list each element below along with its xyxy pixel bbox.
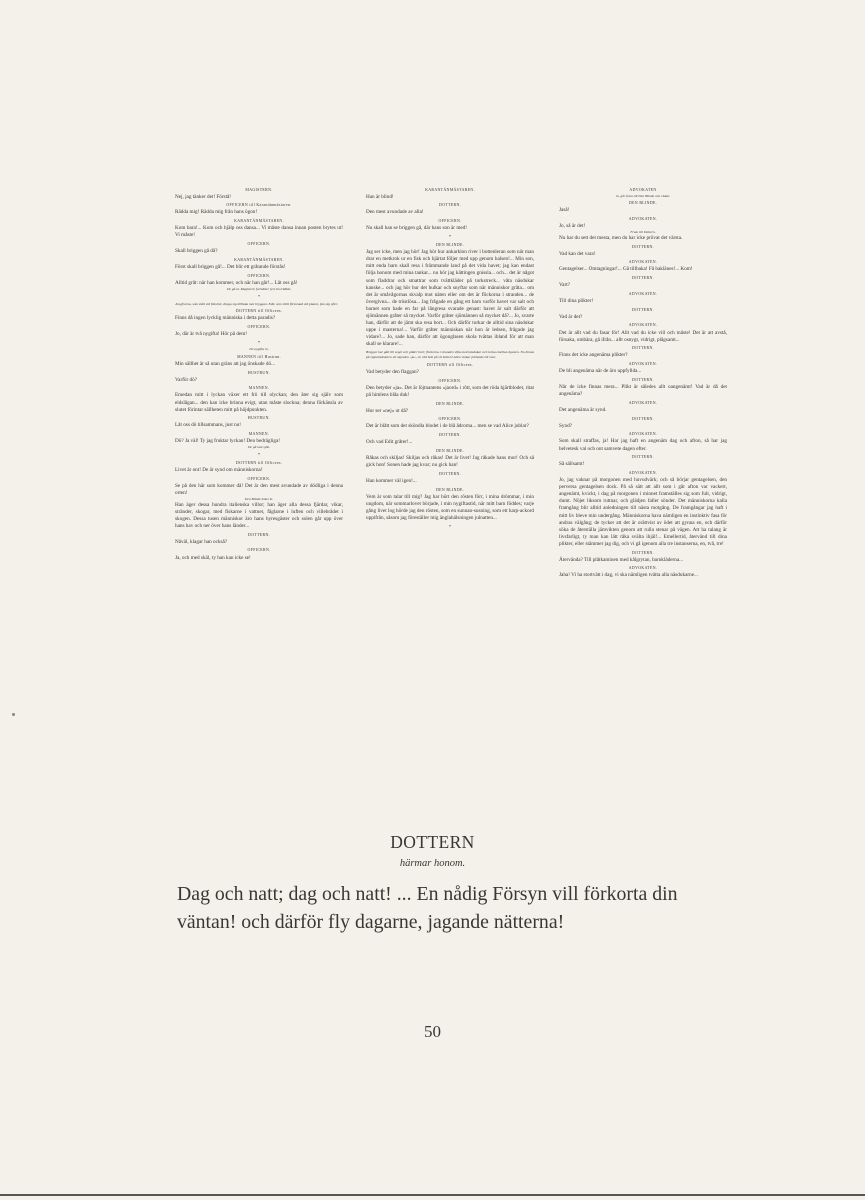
speaker-label: ADVOKATEN xyxy=(629,187,657,192)
speaker-label: MANNEN till Hustrun. xyxy=(237,354,281,359)
dialogue-paragraph: Först skall briggen gå!... Det blir ett gråtande förstås! xyxy=(175,263,286,270)
dialogue-paragraph: Vad är det? xyxy=(559,313,583,320)
speaker-label: DOTTERN. xyxy=(632,276,654,281)
speaker-label: DOTTERN till Officern. xyxy=(235,460,283,465)
text-column-2 xyxy=(366,185,534,531)
speaker-label: DEN BLINDE. xyxy=(435,487,465,492)
speaker-label: OFFICERN. xyxy=(438,219,462,224)
dialogue-paragraph: Vad kan det vara! xyxy=(559,250,596,257)
stage-direction: Fram till Dottern. xyxy=(630,230,656,235)
dialogue-paragraph: Och vad Edit gråter!... xyxy=(366,439,413,446)
text-column-3 xyxy=(559,185,727,580)
speaker-label: KARANTÄNMÄSTAREN. xyxy=(234,257,284,262)
speaker-label: DOTTERN till Officern. xyxy=(235,309,283,314)
speaker-label: DOTTERN. xyxy=(632,377,654,382)
speaker-label: MANNEN. xyxy=(248,386,270,391)
dialogue-paragraph: Alltid gråt: när han kommer, och när han går!... Låt oss gå! xyxy=(175,279,298,286)
dialogue-paragraph: Jo, jag vaknar på morgonen med huvudvärk; och så börjar gentagelsen, den perversa gentagelsen dock. På så sätt att allt som i går afton var vackert, angenämt, kvickt, i dag på morgonen i minnet framställes sig som fult, vidrigt, dumt. Nöjet liksom ruttnar, och glädjen faller sönder. Det människorna kalla framgång blir alltid anledningen till nästa motgång. De framgångar jag haft i mitt liv bleve min undergång. Människorna hava nämligen en instinktiv fasa för andras välgång; de tycker att det är orättvist av ödet att gynna en, och därför söka de återställa jämvikten genom att rulla stenar på vägen. Att ha talang är livsfarligt, ty man kan lätt råka svälta ihjäl!... Emellertid, återvänd till dina plikter, eller stämmer jag dig, och vi gå igenom alla tre instanserna, en, två, tre! xyxy=(559,477,727,547)
dialogue-paragraph: Det är blått som det sköndla blodet i de blå ådrorna... men se vad Alice jublar? xyxy=(366,423,529,430)
speaker-label: DOTTERN. xyxy=(632,550,654,555)
speaker-label: OFFICERN. xyxy=(247,273,271,278)
speaker-label: ADVOKATEN. xyxy=(628,566,658,571)
dialogue-paragraph: Hur ser »nej« ut då? xyxy=(366,407,409,414)
speaker-label: DOTTERN till Officern. xyxy=(426,362,474,367)
speaker-label: DOTTERN. xyxy=(248,532,270,537)
dialogue-paragraph: Ja, och med skäl, ty han kan icke se! xyxy=(175,554,251,561)
dialogue-paragraph: Jaså! xyxy=(559,207,570,214)
speaker-label: ADVOKATEN. xyxy=(628,470,658,475)
speaker-label: HUSTRUN. xyxy=(247,416,271,421)
dialogue-paragraph: Det angenäma är synd. xyxy=(559,406,607,413)
dialogue-paragraph: Låt oss dö tillsammans, just nu! xyxy=(175,422,241,429)
speaker-label: DOTTERN. xyxy=(632,455,654,460)
bottom-edge-rule xyxy=(0,1194,865,1196)
dialogue-paragraph: Min sällhet är så utan gräns att jag önskade dö... xyxy=(175,360,275,367)
paper-speck xyxy=(12,713,15,716)
dialogue-paragraph: Jaha! Vi ha stortvätt i dag, vi ska nämligen tvätta alla näsdukarne... xyxy=(559,572,698,579)
dialogue-paragraph: Han är blind! xyxy=(366,193,394,200)
dialogue-paragraph: Finns det icke angenäma plikter? xyxy=(559,352,628,359)
speaker-label: DEN BLINDE. xyxy=(435,448,465,453)
dialogue-paragraph: Se på den här som kommer då! Det är den mest avundade av dödliga i denna orten! xyxy=(175,482,343,496)
section-separator: * xyxy=(257,452,261,458)
speaker-label: DEN BLINDE. xyxy=(435,243,465,248)
dialogue-paragraph: Jo, så är det! xyxy=(559,222,586,229)
dialogue-paragraph: Varför dö? xyxy=(175,376,198,383)
dialogue-paragraph: Till dina plikter! xyxy=(559,297,594,304)
speaker-label: DOTTERN. xyxy=(439,471,461,476)
dialogue-paragraph: Nu har du sett det mesta, men du har icke prövat det värsta. xyxy=(559,234,683,241)
dialogue-paragraph: Nu skall han se briggen gå, där hans son är med! xyxy=(366,225,467,232)
dialogue-paragraph: Synd? xyxy=(559,422,572,429)
stage-direction: De gå mot sjön. xyxy=(247,445,271,450)
speaker-label: ADVOKATEN. xyxy=(628,216,658,221)
dialogue-paragraph: Nej, jag tänker det! Förstå! xyxy=(175,193,232,200)
footer-dialogue-line: Dag och natt; dag och natt! ... En nådig Försyn vill förkorta din väntan! och därför fly dagarne, jagande nätterna! xyxy=(177,883,678,933)
stage-direction: De gå ut. Magistern fortsätter tyst sin träkläs. xyxy=(226,286,292,291)
dialogue-paragraph: Emedan mitt i lyckan växer ett frö till olyckan; den äter sig själv som eldslågan... den kan icke brinna evigt, utan måste slockna; denna förkänsla av slutet förintar sällheten mitt på höjdpunkten. xyxy=(175,392,343,413)
speaker-label: OFFICERN. xyxy=(247,548,271,553)
dialogue-paragraph: Nåväl, klagar han också? xyxy=(175,538,228,545)
speaker-label: KARANTÄNMÄSTAREN. xyxy=(234,219,284,224)
speaker-label: DOTTERN. xyxy=(439,433,461,438)
speaker-label: DEN BLINDE. xyxy=(435,401,465,406)
dialogue-paragraph: Han äger dessa hundra italienska villor; han äger alla dessa fjärdar, vikar, stränder, skogar, med fiskarne i vattnet, fåglarne i luften och villebrådet i skogen. Dessa tusen människor äro hans hyresgäster och solen går upp över hans hav och ner över hans länder... xyxy=(175,501,343,529)
dialogue-paragraph: Det är allt vad du fasar för! Allt vad du icke vill och måste! Det är att avstå, försaka, umbära, gå ifrån... allt osnygt, vidrigt, plågsamt... xyxy=(559,329,727,343)
dialogue-paragraph: Dö? Ja väl! Ty jag fruktar lyckan! Den bedrägliga! xyxy=(175,438,280,445)
dialogue-paragraph: Återvända? Till plåtkaminen med kålgrytan, barnkläderna... xyxy=(559,556,684,563)
dialogue-paragraph: Vart? xyxy=(559,282,570,289)
dialogue-paragraph: Han kommer väl igen!... xyxy=(366,477,417,484)
speaker-label: DOTTERN. xyxy=(632,307,654,312)
dialogue-paragraph: Livet är ont! De är synd om människorna! xyxy=(175,466,263,473)
dialogue-paragraph: Finns då ingen lycklig människa i detta paradis? xyxy=(175,315,276,322)
speaker-label: ADVOKATEN. xyxy=(628,400,658,405)
dialogue-paragraph: Jag ser icke, men jag hör! Jag hör hur ankarklon river i bottenleran som när man drar en metkrok ur en fisk och hjärtat följer med upp genom halsen!... Min son, mitt enda barn skall resa i främmande land på det vida havet; jag kan endast följa honom med mina tankar... nu hör jag kättingen gnissla... och... det är något som fladdrar och smattrar som tvättkläder på torkstreck... våta näsdukar kanske... och jag hör hur det hulkar och snyftar som när människor gråta... om det är småvågornas skvalp mot näten eller om det är flickorna i stranden... de övergivna... de tröstlösa... Jag frågade en gång ett barn varför havet var salt och barnet som hade en far på långresa svarade genast: havet är salt därför att sjömännen gråter så mycket. Varför gråter sjömännen så mycket då?... Jo, svarte han, därför att de jämt ska resa bort... Och därför torkar de alltid sina näsdukar uppe i masterna!... Varför gråter människan när hon är ledsen, frågade jag vidare?... Jo, sade han, därför att ögonglasen skola tvättas ibland för att man skall se klarare!... xyxy=(366,249,534,348)
stage-direction: in, går fram till Den Blinde och viskar. xyxy=(615,193,671,198)
speaker-label: DOTTERN. xyxy=(632,346,654,351)
speaker-label: MANNEN. xyxy=(248,432,270,437)
stage-direction: Jungfrorna, som stått vid fönstret, draga sig tillbaka mot bryggan. Edit, som sittit försumad vid pianot, ljus oig efter. xyxy=(175,301,338,306)
dialogue-paragraph: Råkas och skiljas! Skiljas och råkas! Det är livet! Jag råkade hans mor! Och så gick hon! Sonen hade jag kvar; nu gick han! xyxy=(366,454,534,469)
dialogue-paragraph: Den betyder »ja«. Det är löjtnantens »jaord« i rött, som det röda hjärtblodet, ritat på himlens blåa duk! xyxy=(366,384,534,398)
dialogue-paragraph: Gentagelser... Omtagningar!... Gå tillbaka! Få baklänes!... Kom! xyxy=(559,266,693,273)
section-separator: * xyxy=(257,340,261,346)
speaker-label: OFFICERN. xyxy=(247,242,271,247)
speaker-label: DOTTERN. xyxy=(632,416,654,421)
stage-direction: Den Blinde ledes in. xyxy=(244,496,274,501)
speaker-label: ADVOKATEN. xyxy=(628,362,658,367)
speaker-label: MAGISTERN. xyxy=(245,187,273,192)
dialogue-paragraph: De bli angenäma när de äro uppfyllda... xyxy=(559,368,642,375)
section-separator: * xyxy=(448,523,452,529)
dialogue-paragraph: Rädda mig! Rädda mig från hans ögon! xyxy=(175,209,258,216)
stage-direction: De nygifta in. xyxy=(249,347,269,352)
text-column-1 xyxy=(175,185,343,562)
page-number: 50 xyxy=(424,1022,441,1041)
speaker-label: OFFICERN. xyxy=(247,325,271,330)
footer-stage-direction: härmar honom. xyxy=(399,858,466,869)
speaker-label: ADVOKATEN. xyxy=(628,323,658,328)
dialogue-paragraph: Jo, där är två nygifta! Hör på dem! xyxy=(175,331,248,338)
stage-direction: Briggen har gått till segel och glider bort; flickorna i stranden vifta med näsdukar och torka emellan ögonen. Nu hissas på signalmästaren ett signalen »ja«, en röd boll på vit botten! Alice vinkar jublande till svar. xyxy=(366,350,534,360)
speaker-label: HUSTRUN. xyxy=(247,370,271,375)
speaker-label: DOTTERN. xyxy=(439,203,461,208)
speaker-label: KARANTÄNMÄSTAREN. xyxy=(425,187,475,192)
speaker-label: ADVOKATEN. xyxy=(628,432,658,437)
speaker-label: OFFICERN. xyxy=(438,378,462,383)
section-separator: * xyxy=(257,293,261,299)
section-separator: * xyxy=(448,234,452,240)
dialogue-paragraph: Vad betyder den flaggan? xyxy=(366,368,419,375)
speaker-label: DOTTERN. xyxy=(632,244,654,249)
dialogue-paragraph: Skall briggen gå då? xyxy=(175,248,218,255)
speaker-label: ADVOKATEN. xyxy=(628,291,658,296)
dialogue-paragraph: När de icke finnas mera... Plikt är således allt oangenämt! Vad är då det angenäma? xyxy=(559,383,727,398)
dialogue-paragraph: Så sällsamt! xyxy=(559,461,585,468)
dialogue-paragraph: Vem är som talar till mig? Jag har hört den rösten förr, i mina drömmar, i min ungdom, när sommarlovet började, i min nygiftastid, när mitt barn föddes; varje gång livet log hörde jag den rösten, som en sunnan-susning, som ett harp-ackord uppifrån, såsom jag föreställer mig änglahälsningen julnatten... xyxy=(366,493,534,521)
speaker-label: ADVOKATEN. xyxy=(628,260,658,265)
speaker-label: OFFICERN till Karantänmästaren. xyxy=(226,203,292,208)
dialogue-paragraph: Den mest avundade av alla! xyxy=(366,209,424,216)
speaker-label: OFFICERN. xyxy=(247,476,271,481)
footer-speaker-name: DOTTERN xyxy=(390,832,475,852)
dialogue-paragraph: Som skall straffas, ja! Har jag haft en angenäm dag och afton, så har jag helvetesk val och ont samvete dagen efter. xyxy=(559,438,727,452)
speaker-label: DEN BLINDE. xyxy=(628,201,658,206)
speaker-label: OFFICERN. xyxy=(438,417,462,422)
dialogue-paragraph: Kom bara!... Kom och hjälp oss dansa... Vi måste dansa innan posten brytes ut! Vi måste! xyxy=(175,225,343,239)
